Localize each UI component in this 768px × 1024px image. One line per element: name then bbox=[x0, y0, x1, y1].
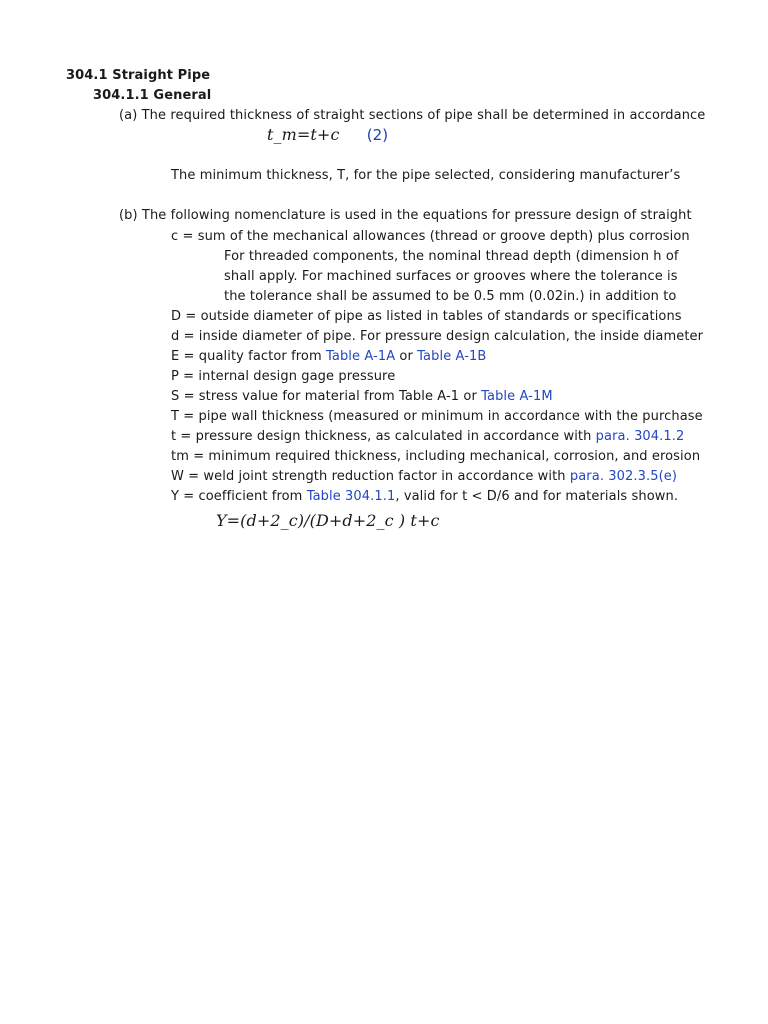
para-302-3-5e-link[interactable]: para. 302.3.5(e) bbox=[569, 469, 678, 484]
nomenclature-E-text: E = quality factor from bbox=[171, 349, 326, 364]
nomenclature-S bbox=[171, 388, 553, 406]
equation-Y: Y=(d+2_c)/(D+d+2_c ) t+c bbox=[216, 511, 440, 530]
table-a-1a-link[interactable]: Table A-1A bbox=[325, 349, 396, 364]
section-heading: 304.1 Straight Pipe bbox=[66, 68, 211, 83]
nomenclature-E bbox=[171, 348, 486, 366]
nomenclature-c-detail-2: shall apply. For machined surfaces or grooves where the tolerance is bbox=[224, 269, 678, 284]
subsection-heading: 304.1.1 General bbox=[93, 88, 212, 103]
nomenclature-t bbox=[171, 428, 684, 446]
nomenclature-c-detail-3: the tolerance shall be assumed to be 0.5 mm (0.02in.) in addition to bbox=[224, 289, 677, 304]
nomenclature-c-detail-1: For threaded components, the nominal thread depth (dimension h of bbox=[224, 249, 679, 264]
table-a-1m-link[interactable]: Table A-1M bbox=[481, 389, 553, 404]
minimum-thickness-text: The minimum thickness, T, for the pipe selected, considering manufacturer’s bbox=[171, 168, 681, 183]
nomenclature-T: T = pipe wall thickness (measured or minimum in accordance with the purchase bbox=[171, 409, 703, 424]
nomenclature-S-text: S = stress value for material from Table A-1 or bbox=[171, 389, 482, 404]
paragraph-a: (a) The required thickness of straight sections of pipe shall be determined in accordance bbox=[119, 108, 706, 123]
table-304-1-1-link[interactable]: Table 304.1.1 bbox=[306, 489, 396, 504]
equation-2-number: (2) bbox=[366, 126, 389, 144]
nomenclature-c: c = sum of the mechanical allowances (thread or groove depth) plus corrosion bbox=[171, 229, 690, 244]
nomenclature-P: P = internal design gage pressure bbox=[171, 369, 396, 384]
nomenclature-Y-text: Y = coefficient from bbox=[171, 489, 307, 504]
nomenclature-W-text: W = weld joint strength reduction factor in accordance with bbox=[171, 469, 570, 484]
nomenclature-Y-validity: , valid for t < D/6 and for materials shown. bbox=[395, 489, 679, 504]
nomenclature-Y bbox=[171, 488, 678, 506]
paragraph-b: (b) The following nomenclature is used in the equations for pressure design of straight bbox=[119, 208, 692, 223]
nomenclature-E-or: or bbox=[395, 349, 418, 364]
nomenclature-D: D = outside diameter of pipe as listed in tables of standards or specifications bbox=[171, 309, 682, 324]
nomenclature-W bbox=[171, 468, 677, 486]
equation-2 bbox=[267, 125, 388, 145]
equation-2-formula: t_m=t+c bbox=[267, 125, 340, 144]
table-a-1b-link[interactable]: Table A-1B bbox=[417, 349, 487, 364]
nomenclature-t-text: t = pressure design thickness, as calculated in accordance with bbox=[171, 429, 596, 444]
nomenclature-tm: tm = minimum required thickness, including mechanical, corrosion, and erosion bbox=[171, 449, 701, 464]
para-304-1-2-link[interactable]: para. 304.1.2 bbox=[595, 429, 685, 444]
nomenclature-d: d = inside diameter of pipe. For pressure design calculation, the inside diameter bbox=[171, 329, 704, 344]
